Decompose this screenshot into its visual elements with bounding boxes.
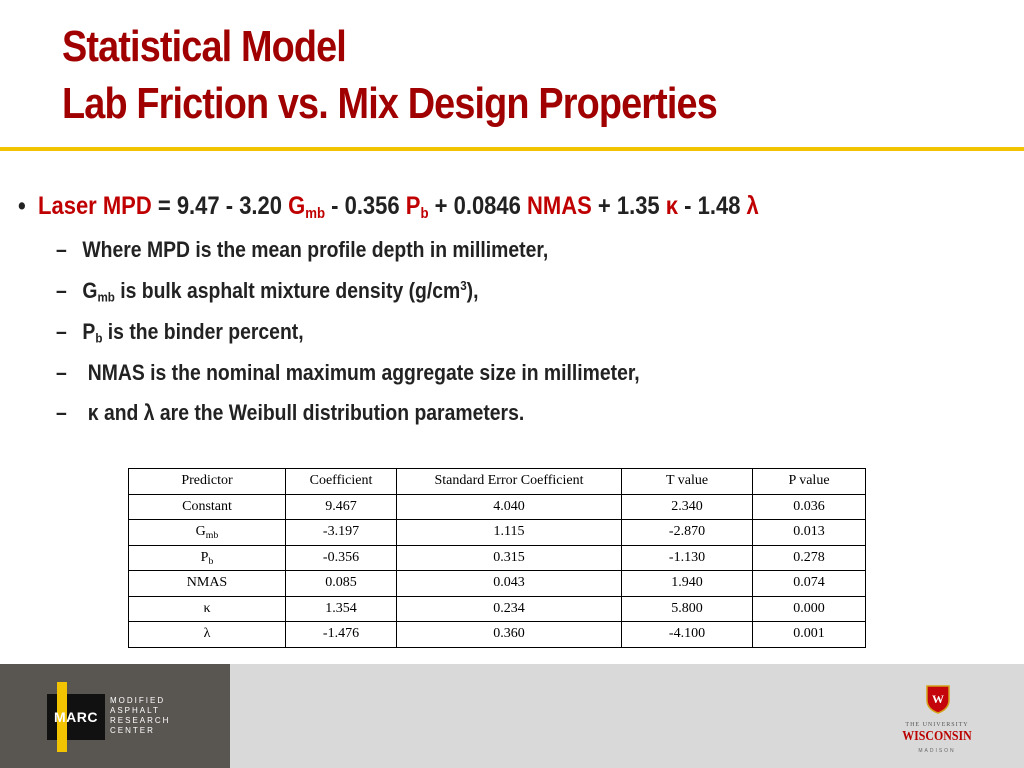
cell-se-coefficient: 4.040 bbox=[397, 494, 622, 520]
def-gmb-sub: mb bbox=[97, 289, 115, 305]
predictor-name: P bbox=[200, 549, 209, 565]
eq-lhs: Laser MPD bbox=[38, 192, 152, 220]
marc-word-3: RESEARCH bbox=[110, 716, 171, 725]
cell-t-value: -4.100 bbox=[622, 622, 753, 648]
predictor-subscript: b bbox=[208, 555, 214, 567]
predictor-name: G bbox=[195, 524, 206, 540]
def-pb-sub: b bbox=[95, 330, 103, 346]
predictor-name: Constant bbox=[182, 498, 232, 514]
cell-t-value: -2.870 bbox=[622, 520, 753, 546]
cell-predictor bbox=[129, 520, 286, 546]
eq-gmb bbox=[288, 192, 325, 220]
eq-pb-sub: b bbox=[420, 204, 429, 222]
cell-p-value: 0.013 bbox=[753, 520, 866, 546]
uw-madison-logo bbox=[892, 682, 982, 762]
dash-marker: – bbox=[56, 278, 67, 303]
cell-predictor bbox=[129, 596, 286, 622]
predictor-subscript: mb bbox=[205, 530, 219, 542]
eq-nmas: NMAS bbox=[526, 192, 592, 220]
def-gmb-main: G bbox=[82, 278, 98, 303]
eq-term-5: - 1.48 bbox=[678, 192, 747, 220]
eq-term-4: + 1.35 bbox=[591, 192, 666, 220]
dash-marker: – bbox=[56, 319, 67, 344]
cell-se-coefficient: 0.360 bbox=[397, 622, 622, 648]
definition-nmas-text: NMAS is the nominal maximum aggregate size in millimeter, bbox=[82, 360, 640, 385]
title-divider bbox=[0, 147, 1024, 151]
marc-word-1: MODIFIED bbox=[110, 696, 166, 705]
marc-wordmark bbox=[110, 696, 170, 736]
table-row bbox=[129, 520, 866, 546]
cell-p-value: 0.001 bbox=[753, 622, 866, 648]
table-row bbox=[129, 596, 866, 622]
cell-se-coefficient: 0.234 bbox=[397, 596, 622, 622]
dash-marker: – bbox=[56, 360, 67, 385]
marc-logo bbox=[47, 694, 105, 740]
def-pb-main: P bbox=[82, 319, 96, 344]
definition-nmas bbox=[56, 357, 640, 389]
cell-coefficient: 1.354 bbox=[286, 596, 397, 622]
cell-p-value: 0.000 bbox=[753, 596, 866, 622]
definition-weibull bbox=[56, 397, 524, 429]
eq-term-3: + 0.0846 bbox=[428, 192, 527, 220]
marc-word-2: ASPHALT bbox=[110, 706, 160, 715]
uw-sub-text: MADISON bbox=[918, 748, 956, 754]
header-predictor: Predictor bbox=[129, 469, 286, 495]
eq-gmb-sub: mb bbox=[305, 204, 326, 222]
eq-pb-main: P bbox=[405, 192, 421, 220]
table-row bbox=[129, 545, 866, 571]
cell-predictor bbox=[129, 494, 286, 520]
regression-table bbox=[128, 468, 866, 648]
header-p-value: P value bbox=[753, 469, 866, 495]
cell-predictor bbox=[129, 622, 286, 648]
table-body bbox=[129, 494, 866, 647]
uw-top-text: THE UNIVERSITY bbox=[905, 722, 969, 728]
cell-predictor bbox=[129, 545, 286, 571]
title-line-2: Lab Friction vs. Mix Design Properties bbox=[62, 79, 717, 128]
bullet-marker: • bbox=[18, 192, 26, 220]
table-header-row bbox=[129, 469, 866, 495]
cell-t-value: 2.340 bbox=[622, 494, 753, 520]
cell-t-value: 1.940 bbox=[622, 571, 753, 597]
definition-gmb bbox=[56, 275, 479, 307]
uw-crest-icon bbox=[925, 684, 951, 714]
cell-p-value: 0.074 bbox=[753, 571, 866, 597]
title-line-1: Statistical Model bbox=[62, 22, 346, 71]
footer-bar bbox=[0, 664, 1024, 768]
table-row bbox=[129, 494, 866, 520]
definition-weibull-text: κ and λ are the Weibull distribution parameters. bbox=[82, 400, 525, 425]
def-gmb-end: ), bbox=[466, 278, 479, 303]
marc-logo-panel bbox=[0, 664, 230, 768]
cell-p-value: 0.278 bbox=[753, 545, 866, 571]
equation-bullet bbox=[18, 186, 759, 226]
eq-term-2: - 0.356 bbox=[325, 192, 406, 220]
def-pb-text: is the binder percent, bbox=[102, 319, 304, 344]
cell-t-value: -1.130 bbox=[622, 545, 753, 571]
predictor-name: κ bbox=[203, 600, 211, 616]
predictor-name: λ bbox=[203, 626, 211, 642]
eq-gmb-main: G bbox=[288, 192, 306, 220]
cell-p-value: 0.036 bbox=[753, 494, 866, 520]
uw-crest-letter: W bbox=[932, 692, 944, 706]
marc-logo-label: MARC bbox=[54, 709, 98, 725]
definition-pb bbox=[56, 316, 304, 348]
eq-term-1: = 9.47 - 3.20 bbox=[151, 192, 289, 220]
cell-coefficient: -0.356 bbox=[286, 545, 397, 571]
dash-marker: – bbox=[56, 400, 67, 425]
cell-se-coefficient: 0.043 bbox=[397, 571, 622, 597]
eq-kappa: κ bbox=[665, 192, 679, 220]
table-row bbox=[129, 571, 866, 597]
header-t-value: T value bbox=[622, 469, 753, 495]
def-gmb-text: is bulk asphalt mixture density (g/cm bbox=[114, 278, 461, 303]
cell-coefficient: -3.197 bbox=[286, 520, 397, 546]
header-coefficient: Coefficient bbox=[286, 469, 397, 495]
dash-marker: – bbox=[56, 237, 67, 262]
header-se-coefficient: Standard Error Coefficient bbox=[397, 469, 622, 495]
cell-t-value: 5.800 bbox=[622, 596, 753, 622]
definition-mpd bbox=[56, 234, 548, 266]
definition-mpd-text: Where MPD is the mean profile depth in millimeter, bbox=[82, 237, 549, 262]
cell-se-coefficient: 1.115 bbox=[397, 520, 622, 546]
uw-name-text: WISCONSIN bbox=[902, 729, 972, 744]
cell-predictor bbox=[129, 571, 286, 597]
cell-coefficient: 0.085 bbox=[286, 571, 397, 597]
marc-word-4: CENTER bbox=[110, 726, 155, 735]
eq-lambda: λ bbox=[746, 192, 759, 220]
def-gmb-sup: 3 bbox=[460, 278, 467, 294]
cell-se-coefficient: 0.315 bbox=[397, 545, 622, 571]
predictor-name: NMAS bbox=[186, 575, 228, 591]
slide-title bbox=[62, 18, 879, 132]
eq-pb bbox=[406, 192, 429, 220]
cell-coefficient: 9.467 bbox=[286, 494, 397, 520]
cell-coefficient: -1.476 bbox=[286, 622, 397, 648]
table-row bbox=[129, 622, 866, 648]
